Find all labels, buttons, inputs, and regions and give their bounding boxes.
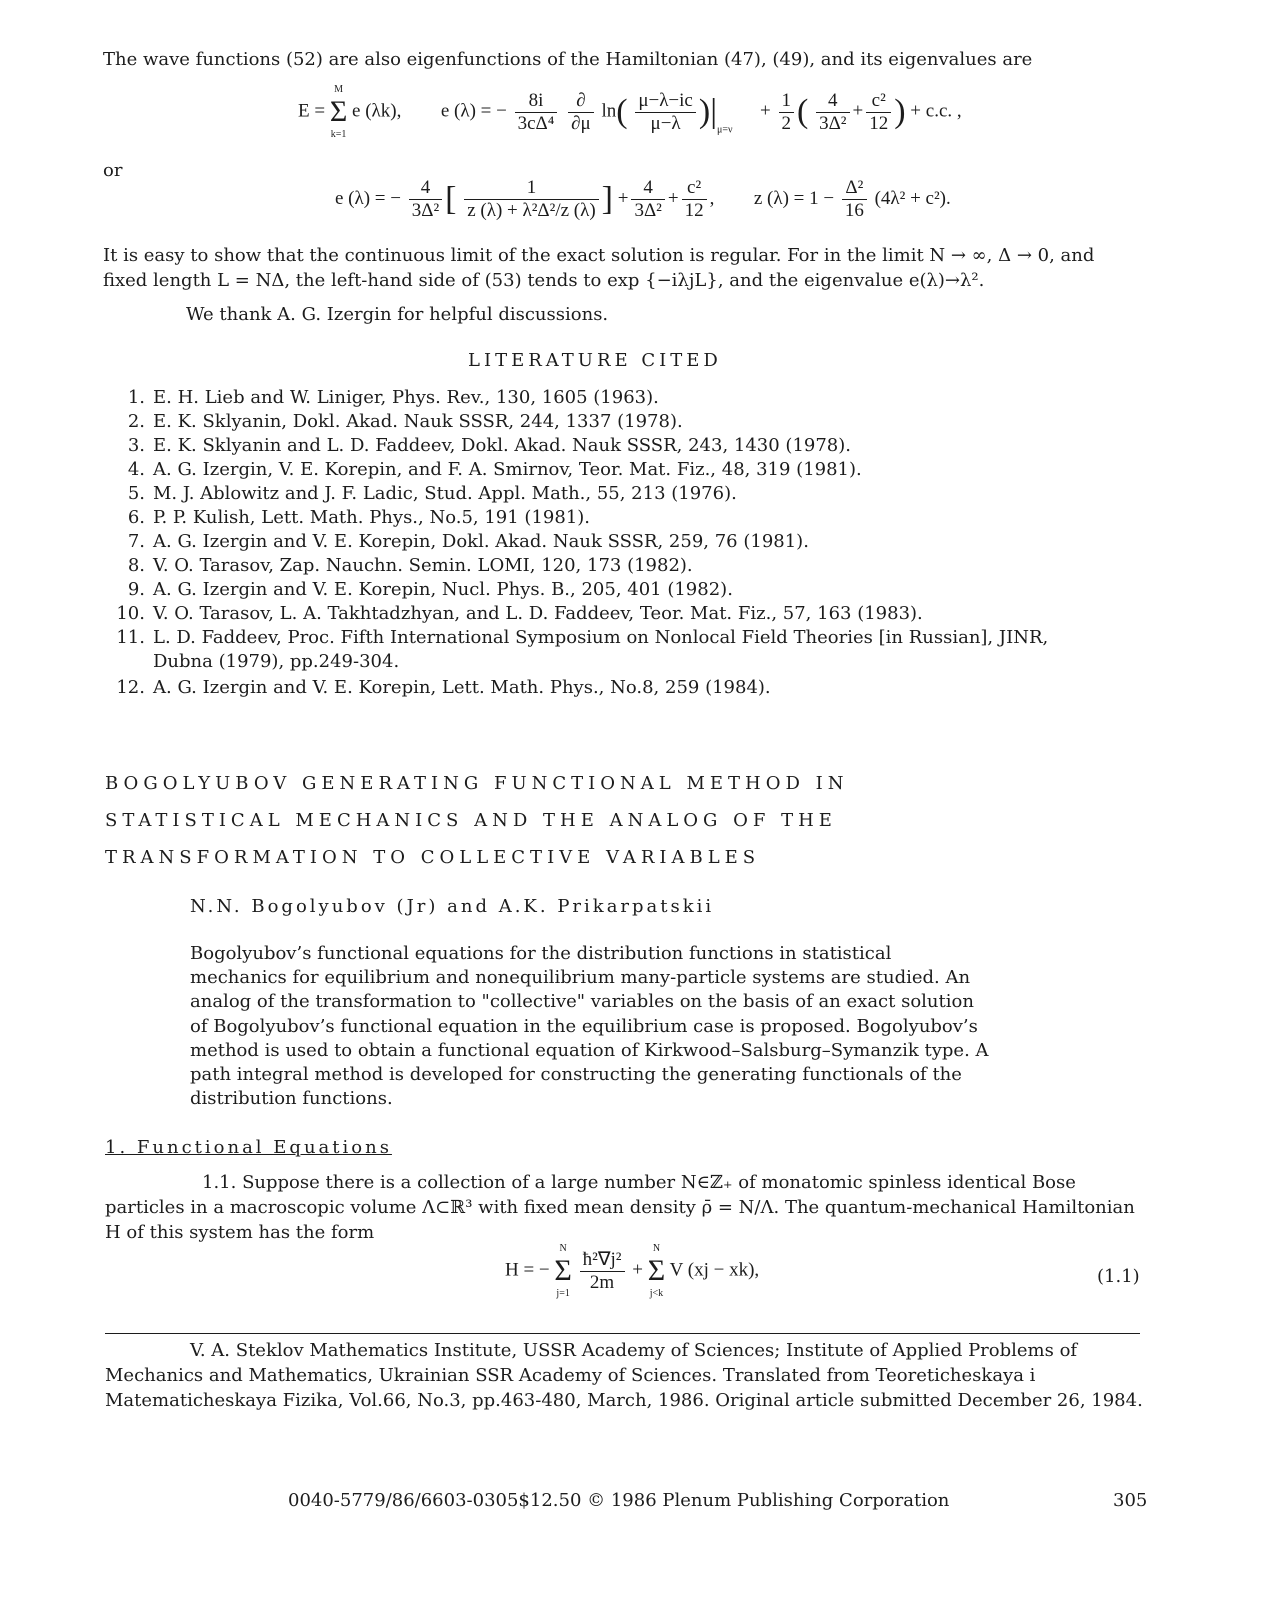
eq1-lhs: E = bbox=[298, 100, 326, 122]
eq1-f5-num: 4 bbox=[816, 90, 849, 113]
reference-text: L. D. Faddeev, Proc. Fifth International Symposium on Nonlocal Field Theories [in Russian], JINR, bbox=[153, 627, 1049, 648]
eq2-z-def: z (λ) = 1 − bbox=[753, 187, 835, 209]
equation-hamiltonian: H = − N Σ j=1 $\frac{\text{ħ²∇j²}}{2m}$ + N Σ j<k V (xj − xk), bbox=[505, 1243, 760, 1299]
reference-number: 9. bbox=[127, 579, 145, 600]
eq3-sum2-top: N bbox=[652, 1243, 661, 1254]
footnote: V. A. Steklov Mathematics Institute, USSR Academy of Sciences; Institute of Applied Problems of Mechanics and Mathematics, Ukrainian SSR Academy of Sciences. Translated from Teoreticheskaya i Matematicheskaya Fizika, Vol.66, No.3, pp.463-480, March, 1986. Original article submitted December 26, 1984. bbox=[105, 1340, 1143, 1411]
eq1-plus: + bbox=[760, 100, 771, 122]
reference-item bbox=[105, 482, 1125, 506]
eq2-f3-num: 4 bbox=[631, 177, 664, 200]
reference-text: A. G. Izergin and V. E. Korepin, Nucl. Phys. B., 205, 401 (1982). bbox=[153, 579, 733, 600]
eq1-f3-num: μ−λ−ic bbox=[635, 90, 696, 113]
eq2-f3-den: 3Δ² bbox=[634, 200, 662, 221]
reference-text: V. O. Tarasov, L. A. Takhtadzhyan, and L. D. Faddeev, Teor. Mat. Fiz., 57, 163 (1983). bbox=[153, 603, 923, 624]
eq3-sum1-bottom: j=1 bbox=[556, 1288, 570, 1299]
eq1-f2-num: ∂ bbox=[568, 90, 594, 113]
reference-number: 12. bbox=[116, 677, 145, 698]
eq2-z-tail: (4λ² + c²). bbox=[874, 187, 951, 209]
reference-continuation: Dubna (1979), pp.249-304. bbox=[153, 651, 400, 672]
eq2-f1-num: 4 bbox=[409, 177, 442, 200]
article-title-line: BOGOLYUBOV GENERATING FUNCTIONAL METHOD IN bbox=[105, 773, 849, 794]
reference-text: A. G. Izergin and V. E. Korepin, Lett. Math. Phys., No.8, 259 (1984). bbox=[153, 677, 771, 698]
reference-item bbox=[105, 626, 1125, 674]
reference-text: E. H. Lieb and W. Liniger, Phys. Rev., 130, 1605 (1963). bbox=[153, 387, 659, 408]
article-title-line: TRANSFORMATION TO COLLECTIVE VARIABLES bbox=[105, 847, 761, 868]
reference-item bbox=[105, 410, 1125, 434]
or-word: or bbox=[103, 160, 123, 181]
reference-text: A. G. Izergin, V. E. Korepin, and F. A. Smirnov, Teor. Mat. Fiz., 48, 319 (1981). bbox=[153, 459, 862, 480]
eq1-f2-den: ∂μ bbox=[571, 112, 591, 134]
literature-heading: LITERATURE CITED bbox=[468, 350, 722, 371]
eq1-sum-top: M bbox=[334, 84, 344, 95]
equation-number: (1.1) bbox=[1097, 1266, 1140, 1287]
acknowledgement: We thank A. G. Izergin for helpful discussions. bbox=[186, 304, 609, 325]
footer-code: 0040-5779/86/6603-0305$12.50 © 1986 Plenum Publishing Corporation bbox=[288, 1490, 950, 1511]
eq1-f3-den: μ−λ bbox=[650, 112, 681, 134]
reference-item bbox=[105, 434, 1125, 458]
continuous-limit-text: It is easy to show that the continuous limit of the exact solution is regular. For in the limit N → ∞, Δ → 0, and fixed length L = NΔ, the left-hand side of (53) tends to exp {−iλjL}, and the eigenvalue e(λ)→λ². bbox=[103, 245, 1095, 291]
eq1-cc: + c.c. , bbox=[910, 100, 962, 122]
eq3-plus: + bbox=[632, 1259, 643, 1281]
reference-text: V. O. Tarasov, Zap. Nauchn. Semin. LOMI, 120, 173 (1982). bbox=[153, 555, 693, 576]
reference-item bbox=[105, 554, 1125, 578]
intro-text: The wave functions (52) are also eigenfunctions of the Hamiltonian (47), (49), and its eigenvalues are bbox=[103, 49, 1033, 70]
eq1-f4-den: 2 bbox=[781, 112, 791, 134]
footnote-divider bbox=[105, 1333, 1140, 1334]
eq1-eval: μ=ν bbox=[717, 124, 733, 136]
abstract: Bogolyubov’s functional equations for the distribution functions in statistical mechanics for equilibrium and nonequilibrium many-particle systems are studied. An analog of the transformation to "collective" variables on the basis of an exact solution of Bogolyubov’s functional equation in the equilibrium case is proposed. Bogolyubov’s method is used to obtain a functional equation of Kirkwood–Salsburg–Symanzik type. A path integral method is developed for constructing the generating functionals of the distribution functions. bbox=[190, 943, 989, 1110]
reference-number: 2. bbox=[127, 411, 145, 432]
article-title-line: STATISTICAL MECHANICS AND THE ANALOG OF THE bbox=[105, 810, 837, 831]
reference-text: E. K. Sklyanin and L. D. Faddeev, Dokl. Akad. Nauk SSSR, 243, 1430 (1978). bbox=[153, 435, 852, 456]
eq1-e-def: e (λ) = − bbox=[440, 100, 507, 122]
eq1-sum-term: e (λk), bbox=[352, 100, 402, 122]
eq2-f2-den: z (λ) + λ²Δ²/z (λ) bbox=[467, 200, 596, 221]
page-number: 305 bbox=[1113, 1490, 1148, 1511]
eq2-f4-den: 12 bbox=[684, 200, 704, 221]
reference-item bbox=[105, 458, 1125, 482]
reference-number: 3. bbox=[127, 435, 145, 456]
reference-number: 4. bbox=[127, 459, 145, 480]
eq2-f4-num: c² bbox=[682, 177, 707, 200]
section-heading: 1. Functional Equations bbox=[105, 1137, 392, 1158]
eq3-sum2-bottom: j<k bbox=[649, 1288, 664, 1299]
eq1-f4-num: 1 bbox=[779, 90, 795, 113]
eq1-f6-num: c² bbox=[866, 90, 891, 113]
section-paragraph: 1.1. Suppose there is a collection of a large number N∈ℤ₊ of monatomic spinless identical Bose particles in a macroscopic volume Λ⊂ℝ³ with fixed mean density ρ̄ = N/Λ. The quantum-mechanical Hamiltonian H of this system has the form bbox=[105, 1172, 1135, 1243]
reference-item bbox=[105, 530, 1125, 554]
reference-number: 7. bbox=[127, 531, 145, 552]
reference-number: 8. bbox=[127, 555, 145, 576]
reference-item bbox=[105, 506, 1125, 530]
eq3-sum1-top: N bbox=[559, 1243, 567, 1254]
eq2-f1-den: 3Δ² bbox=[411, 200, 440, 221]
eq1-f1-den: 3cΔ⁴ bbox=[517, 112, 555, 134]
equation-e-lambda: e (λ) = − $\frac{4}{\text{3Δ²}}$ [ $\frac{1}{\text{z (λ) + λ²Δ²/z (λ)}}$ ] + $\frac{4}{\text{3Δ²}}$ + $\frac{\text{c²}}{12}$ , z (λ) = 1 − $\frac{\text{Δ²}}{16}$ (4λ² + c²). bbox=[335, 177, 951, 221]
reference-number: 6. bbox=[127, 507, 145, 528]
eq2-f5-num: Δ² bbox=[842, 177, 867, 200]
eq3-term: V (xj − xk), bbox=[669, 1259, 760, 1281]
eq3-lhs: H = − bbox=[505, 1259, 550, 1281]
reference-text: P. P. Kulish, Lett. Math. Phys., No.5, 191 (1981). bbox=[153, 507, 591, 528]
eq1-ln: ln bbox=[601, 100, 617, 122]
equation-energy: E = M Σ k=1 e (λk), e (λ) = − $\frac{8i}{\text{3cΔ⁴}}$ $\frac{\partial}{\partial\mu}$ ln( $\frac{\mu-\lambda-ic}{\mu-\lambda}$ )$|_{\mu=\nu}$ + $\frac{1}{2}$ ( $\frac{4}{\text{3Δ²}}$ + $\frac{\text{c²}}{12}$ ) + c.c. , bbox=[298, 84, 962, 140]
reference-text: M. J. Ablowitz and J. F. Ladic, Stud. Appl. Math., 55, 213 (1976). bbox=[153, 483, 737, 504]
reference-item bbox=[105, 602, 1125, 626]
reference-text: A. G. Izergin and V. E. Korepin, Dokl. Akad. Nauk SSSR, 259, 76 (1981). bbox=[153, 531, 809, 552]
eq2-f2-num: 1 bbox=[464, 177, 598, 200]
eq1-f5-den: 3Δ² bbox=[819, 112, 847, 134]
eq1-f1-num: 8i bbox=[515, 90, 558, 113]
eq1-f6-den: 12 bbox=[869, 112, 889, 134]
reference-text: E. K. Sklyanin, Dokl. Akad. Nauk SSSR, 244, 1337 (1978). bbox=[153, 411, 683, 432]
reference-number: 10. bbox=[116, 603, 145, 624]
eq3-frac-den: 2m bbox=[589, 1272, 615, 1293]
reference-number: 1. bbox=[127, 387, 145, 408]
eq2-lhs: e (λ) = − bbox=[335, 187, 401, 209]
reference-item bbox=[105, 578, 1125, 602]
reference-number: 11. bbox=[116, 627, 145, 648]
reference-item bbox=[105, 386, 1125, 410]
eq3-frac-num: ħ²∇j² bbox=[580, 1248, 625, 1272]
reference-number: 5. bbox=[127, 483, 145, 504]
eq1-sum-bottom: k=1 bbox=[330, 129, 347, 140]
authors: N.N. Bogolyubov (Jr) and A.K. Prikarpatskii bbox=[190, 896, 715, 917]
reference-item bbox=[105, 676, 1125, 700]
eq2-f5-den: 16 bbox=[844, 200, 864, 221]
